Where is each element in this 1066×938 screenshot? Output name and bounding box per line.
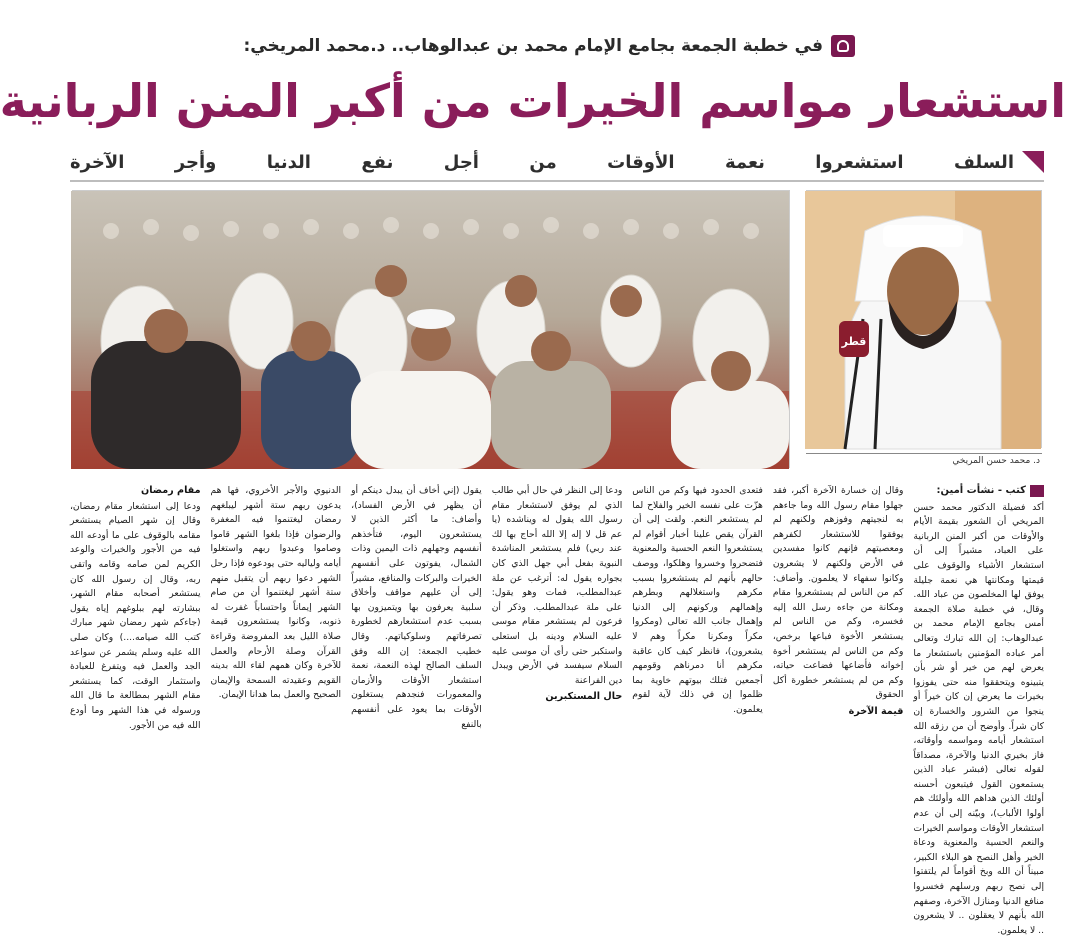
column-3-text: فتعدى الحدود فيها وكم من الناس هزّت على نفسه الخير والفلاح لما لم يستشعر النعم. ولقت إلى أن القرآن يقص علينا أخبار أقوام لم يستشعروا النعم الحسية والمعنوية فتضحروا وخسروا وهلكوا، ووصف حالهم بأنهم لم يستشعروا بسبب مكرهم واستغلالهم وبطرهم وإهمالهم وركونهم إلى الدنيا وإهمال جانب الله تعالى (ومكروا مكراً ومكرنا مكراً وهم لا يشعرون)، فانظر كيف كان عاقبة مكرهم أنا دمرناهم وقومهم أجمعين فتلك بيوتهم خاوية بما ظلموا إن في ذلك لآية لقوم يعلمون. [632,485,763,715]
column-1-text: أكد فضيلة الدكتور محمد حسن المريخي أن الشعور بقيمة الأيام والأوقات من أكبر المنن الربانية على العباد، مشيراً إلى أن استشعار الأشياء والوقوف على قيمتها ومكانتها هي نعمة جليلة يوفق لها المخلصون من عباد الله. وقال، في خطبة صلاة الجمعة أمس بجامع الإمام محمد بن عبدالوهاب: إن الله تبارك وتعالى أمر عباده المؤمنين باستشعار ما يعرض لهم من خير أو شر بأن يتبينوه ويتحققوا منه حتى يفوزوا بخيرات ما يعرض إن كان خيراً أو ينجوا من الشرور والخسارة إن كان شراً. وأوضح أن من رزقه الله استشعار أيامه ومواسمه وأوقاته، فاز بخيري الدنيا والآخرة، مصداقاً لقوله تعالى (فبشر عباد الذين يستمعون القول فيتبعون أحسنه أولئك الذين هداهم الله وأولئك هم أولوا الألباب)، وبيّنه إلى أن عدم استشعار الأوقات ومواسم الخيرات والنعم الحسية والمعنوية ودعاة الخير وأهل النصح هو البلاء الكبير، مبيناً أن الله وبخ أقواماً لم يلتفتوا إلى نصح ربهم ورسلهم فخسروا منافع الدنيا ومنازل الآخرة، وصفهم الله بأنهم لا يعقلون .. لا يشعرون .. لا يعلمون. [913,501,1044,936]
caption-rule [806,453,1042,454]
article-column-2 [773,484,904,774]
article-columns [69,484,1044,936]
mic-logo-text: قطر [841,335,867,348]
article-column-6 [211,484,342,774]
article-column-7 [70,484,201,774]
headline: استشعار مواسم الخيرات من أكبر المنن الربانية [0,74,1066,128]
imam-photo-caption: د. محمد حسن المريخي [952,456,1040,466]
byline-text: كتب - نشأت أمين: [936,485,1026,496]
crowd-photo [72,190,790,468]
deck-corner-icon [1022,151,1044,173]
subhead-ramadan: مقام رمضان [141,485,201,496]
byline [913,484,1044,499]
article-column-4 [492,484,623,774]
deck-text: السلف استشعروا نعمة الأوقات من أجل نفع الدنيا وأجر الآخرة [70,151,1014,173]
column-7-text: ودعا إلى استشعار مقام رمضان، وقال إن شهر الصيام يستشعر مقامه بالوقوف على ما أودعه الله فيه من الأجور والخيرات والوعد الكريم لمن صامه وقامه واتقى ربه، وقال إن رسول الله كان يستشعر أصحابه مقام الشهر، ببشارته لهم ببلوغهم إياه يقول (جاءكم شهر رمضان شهر مبارك كتب الله صيامه....) وكان صلى الله عليه وسلم يشمر عن سواعد الجد والعمل فيه ويتفرغ للعبادة واستثمار الوقت، كما يستشعر مقام الشهر بمطالعة ما قال الله ورسوله في هذا الشهر وما أودع الله فيه من الأجور. [69,500,201,731]
section-marker-icon [1030,485,1044,497]
kicker-text: في خطبة الجمعة بجامع الإمام محمد بن عبدالوهاب.. د.محمد المريخي: [243,36,823,56]
column-5-text: يقول (إني أخاف أن يبدل دينكم أو أن يظهر في الأرض الفساد)، وأضاف: ما أكثر الذين لا يستشعرون اليوم، فتأخذهم أنفسهم وجهلهم ذات اليمين وذات الشمال، يفوتون على أنفسهم الخيرات والبركات والمنافع، مشيراً إلى أن عليهم مواقف وأخلاق سلبية يعرفون بها ويتميزون بها بسبب عدم استشعارهم لخطورة تصرفاتهم وسلوكياتهم. وقال خطيب الجمعة: إن الله وفق السلف الصالح لهذه النعمة، نعمة استشعار الأوقات والأزمان والمعمورات فنجدهم يستغلون الأوقات بما يعود على أنفسهم بالنفع [351,485,482,730]
column-6-text: الدنيوي والأجر الأخروي، فها هم يدعون ربهم ستة أشهر ليبلغهم رمضان ليغتنموا فيه المغفرة والرضوان فإذا بلغوا الشهر قاموا وصاموا وعبدوا ربهم واستغلوا أيامه ولياليه حتى يودعوه فإذا رحل الشهر دعوا ربهم أن يتقبل منهم ستة أشهر ليغتنموا أن من صام الشهر إيماناً واحتساباً غفرت له ذنوبه، وكانوا يستشعرون قيمة صلاة الليل بعد المفروضة وقراءة القرآن وصلة الأرحام والعمل للآخرة وكان همهم لقاء الله بدينه القويم وعقيدته السمحة والإيمان الصحيح والعمل بما هدانا الإيمان. [210,485,342,701]
imam-photo [806,190,1042,448]
column-2-text: وقال إن خسارة الآخرة أكبر، فقد جهلوا مقام رسول الله وما جاءهم به لنجيتهم وفوزهم ولكنهم لم يوفقوا للاستشعار لكفرهم ومعصيتهم فإنهم كانوا مفسدين في الأرض ولكنهم لا يشعرون وكانوا سفهاء لا يعلمون. وأضاف: كم من الناس لم يستشعروا مقام ومكانة من جاءه رسل الله إليه فخسره، وكم من الناس لم يستشعر الأخوة فباعها برخص، وكم من الناس لم يستشعر أخوة إخوانه فأضاعها فضاعت حياته، وكم من لم يستشعر خطورة أكل الحقوق [772,485,904,701]
kicker-row [88,34,855,58]
article-column-1 [913,484,1044,936]
newspaper-logo-icon [831,35,855,57]
subhead-arrogant: حال المستكبرين [545,691,623,703]
column-4-text: ودعا إلى النظر في حال أبي طالب الذي لم يوفق لاستشعار مقام رسول الله يقول له ويناشده (يا عم قل لا إله إلا الله أحاج بها لك عند ربي) فلم يستشعر المناشدة النبوية بفعل أبي جهل الذي كان بجواره يقول له: أترغب عن ملة عبدالمطلب، فمات وهو يقول: على ملة عبدالمطلب. وذكر أن فرعون لم يستشعر مقام موسى عليه السلام ودينه بل استعلى واستكبر حتى رأى أن موسى عليه السلام سيفسد في الأرض ويبدل دين الفراعنة [491,485,623,686]
header-rule [70,180,1044,182]
article-column-5 [351,484,482,774]
deck-row [70,148,1044,176]
article-column-3 [632,484,763,774]
subhead-akhira: قيمة الآخرة [848,705,904,717]
